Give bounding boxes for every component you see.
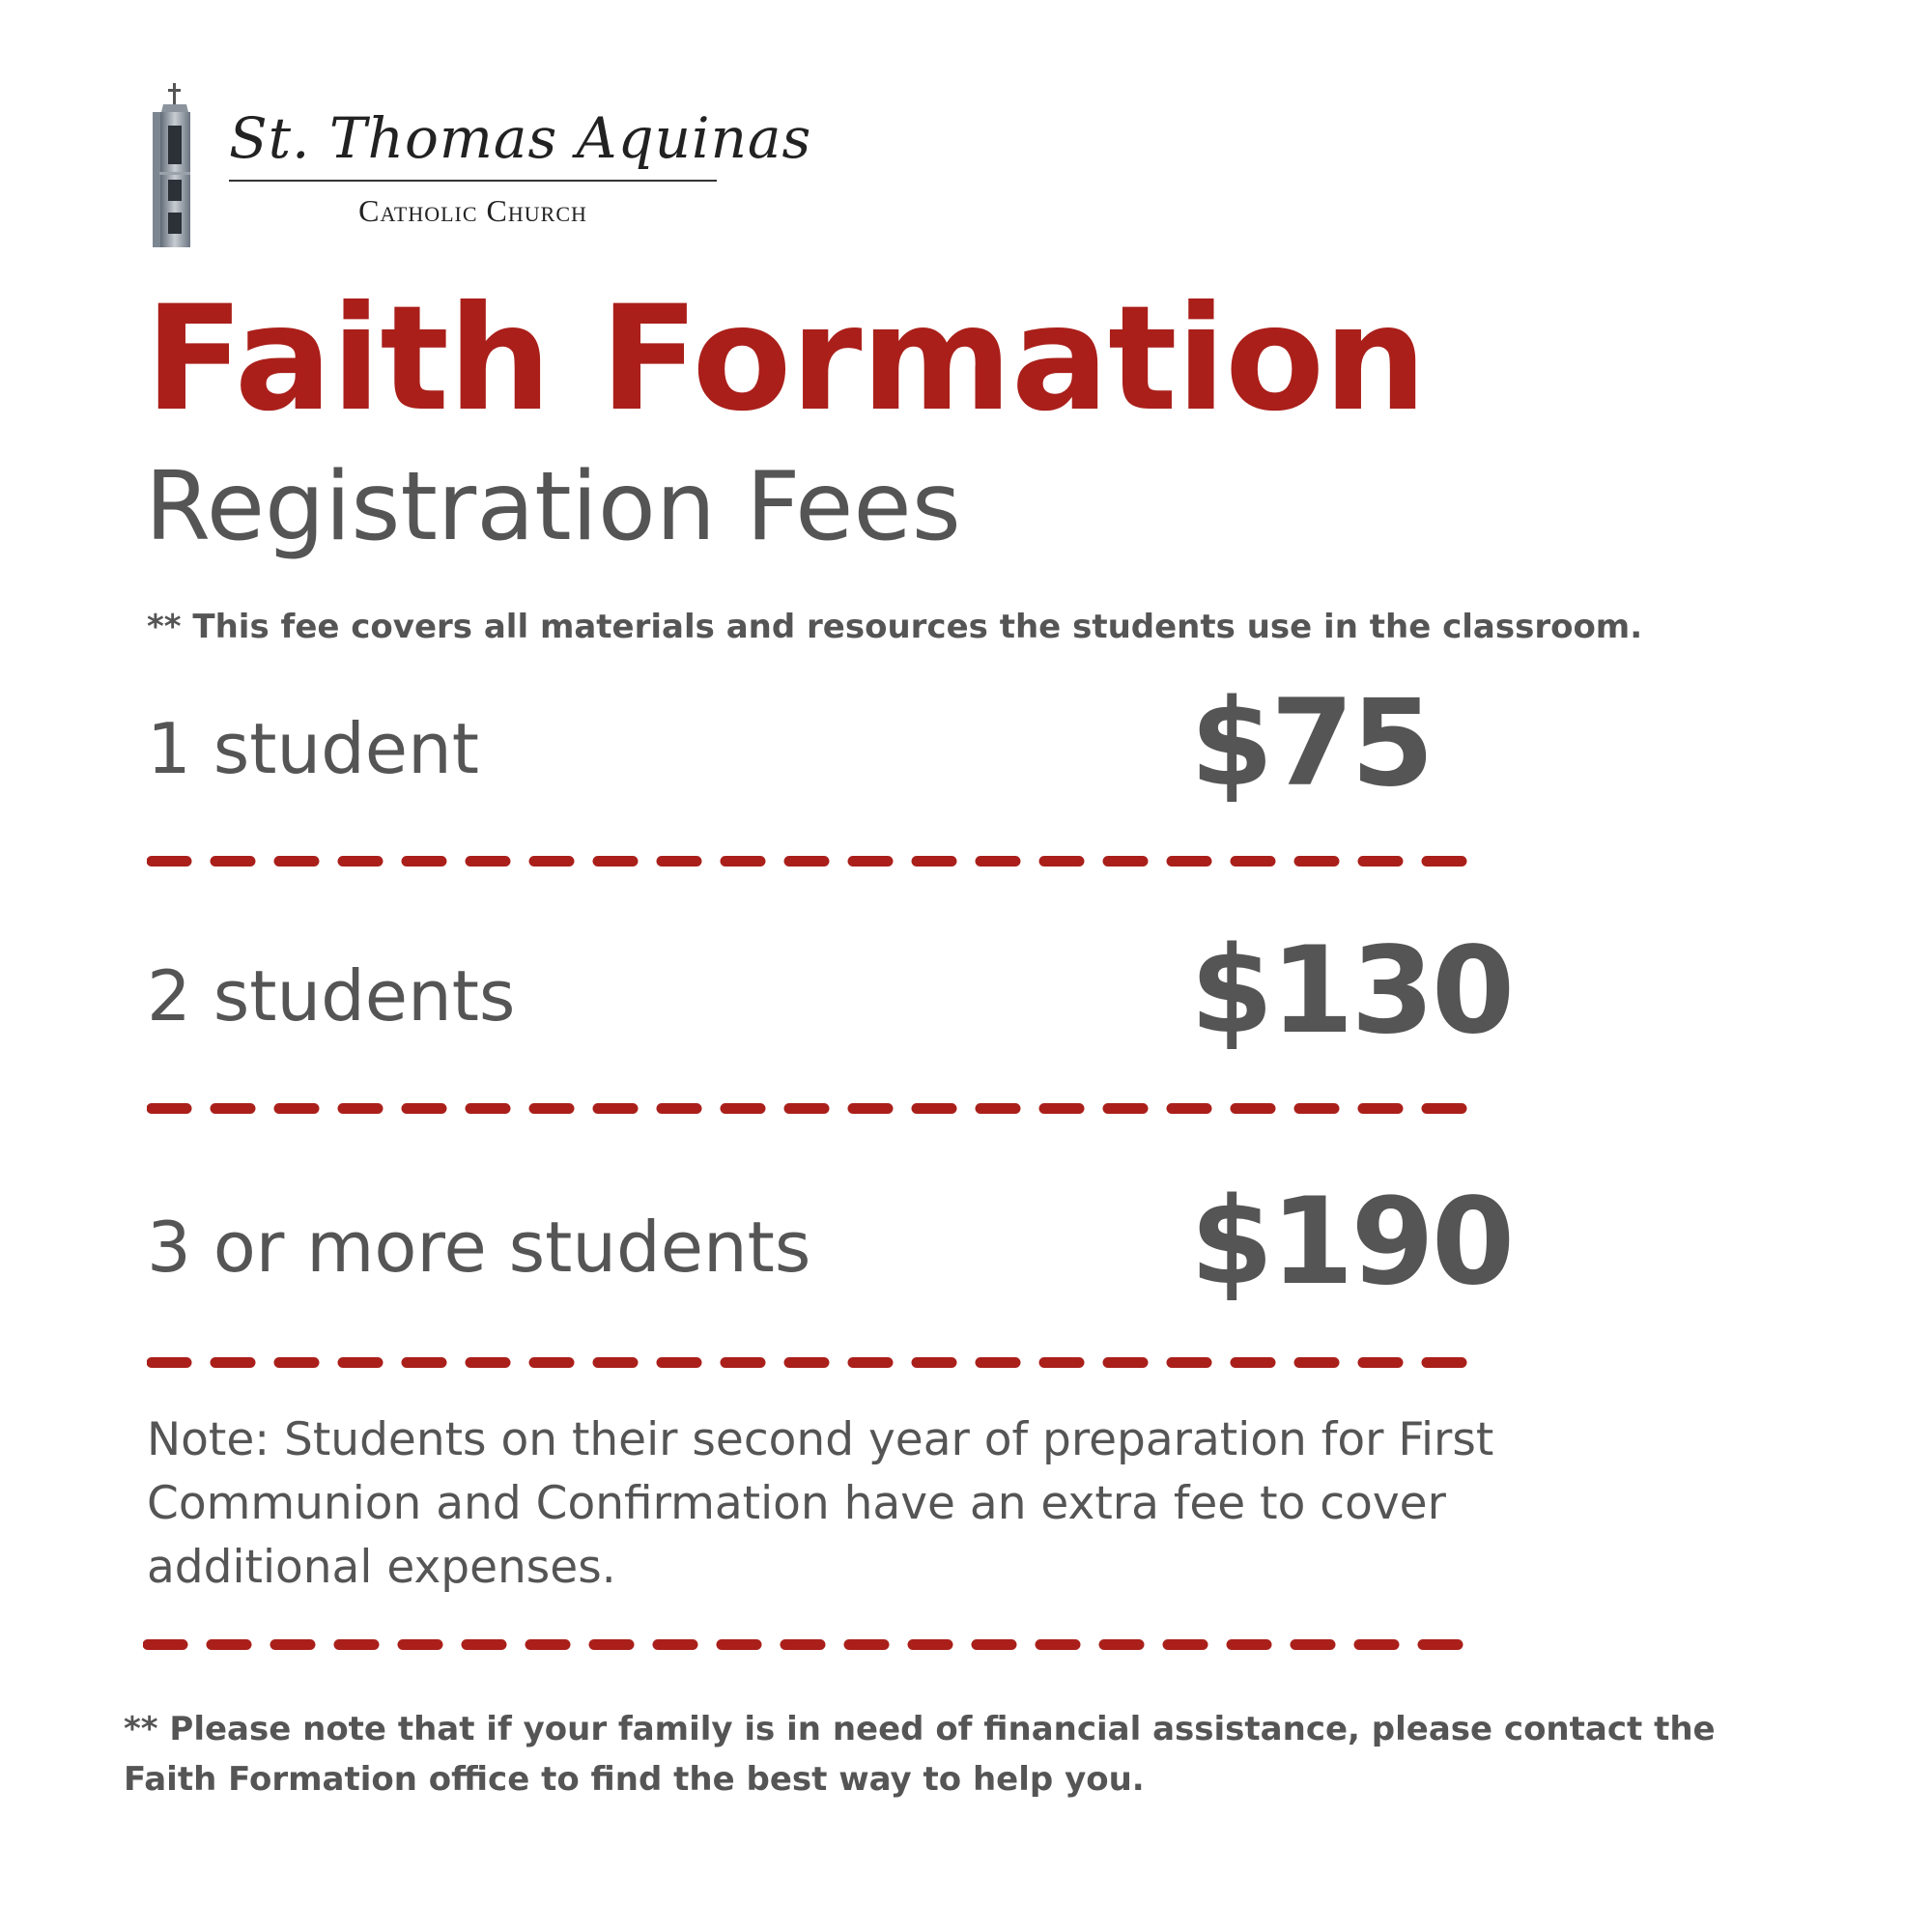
fee-row-1-student: [147, 667, 1470, 811]
fee-row-2-students: [147, 914, 1513, 1061]
page-subtitle: Registration Fees: [145, 452, 961, 562]
church-logo: [150, 83, 812, 247]
fee-label: 3 or more students: [147, 1207, 811, 1288]
logo-divider: [229, 180, 717, 182]
fee-label: 1 student: [147, 708, 479, 789]
dashed-divider: [147, 1357, 1470, 1368]
church-name: St. Thomas Aquinas: [229, 105, 812, 171]
page-title: Faith Formation: [145, 275, 1426, 443]
church-bell-tower-icon: [150, 83, 200, 247]
dashed-divider: [147, 856, 1470, 867]
fee-amount: $190: [1190, 1173, 1513, 1312]
fee-amount: $75: [1190, 674, 1432, 813]
financial-assistance-note: ** Please note that if your family is in need of financial assistance, please contact the Faith Formation office to find the best way to help you.: [124, 1710, 1716, 1799]
church-subtitle: Catholic Church: [358, 193, 587, 228]
fee-row-3-or-more-students: [147, 1165, 1513, 1312]
second-year-note: Note: Students on their second year of preparation for First Communion and Confirmation have an extra fee to cover additional expenses.: [147, 1413, 1494, 1594]
fee-coverage-note: ** This fee covers all materials and resources the students use in the classroom.: [147, 608, 1643, 646]
dashed-divider: [147, 1103, 1470, 1114]
dashed-divider: [143, 1639, 1466, 1650]
fee-amount: $130: [1190, 922, 1513, 1061]
fee-label: 2 students: [147, 955, 516, 1037]
